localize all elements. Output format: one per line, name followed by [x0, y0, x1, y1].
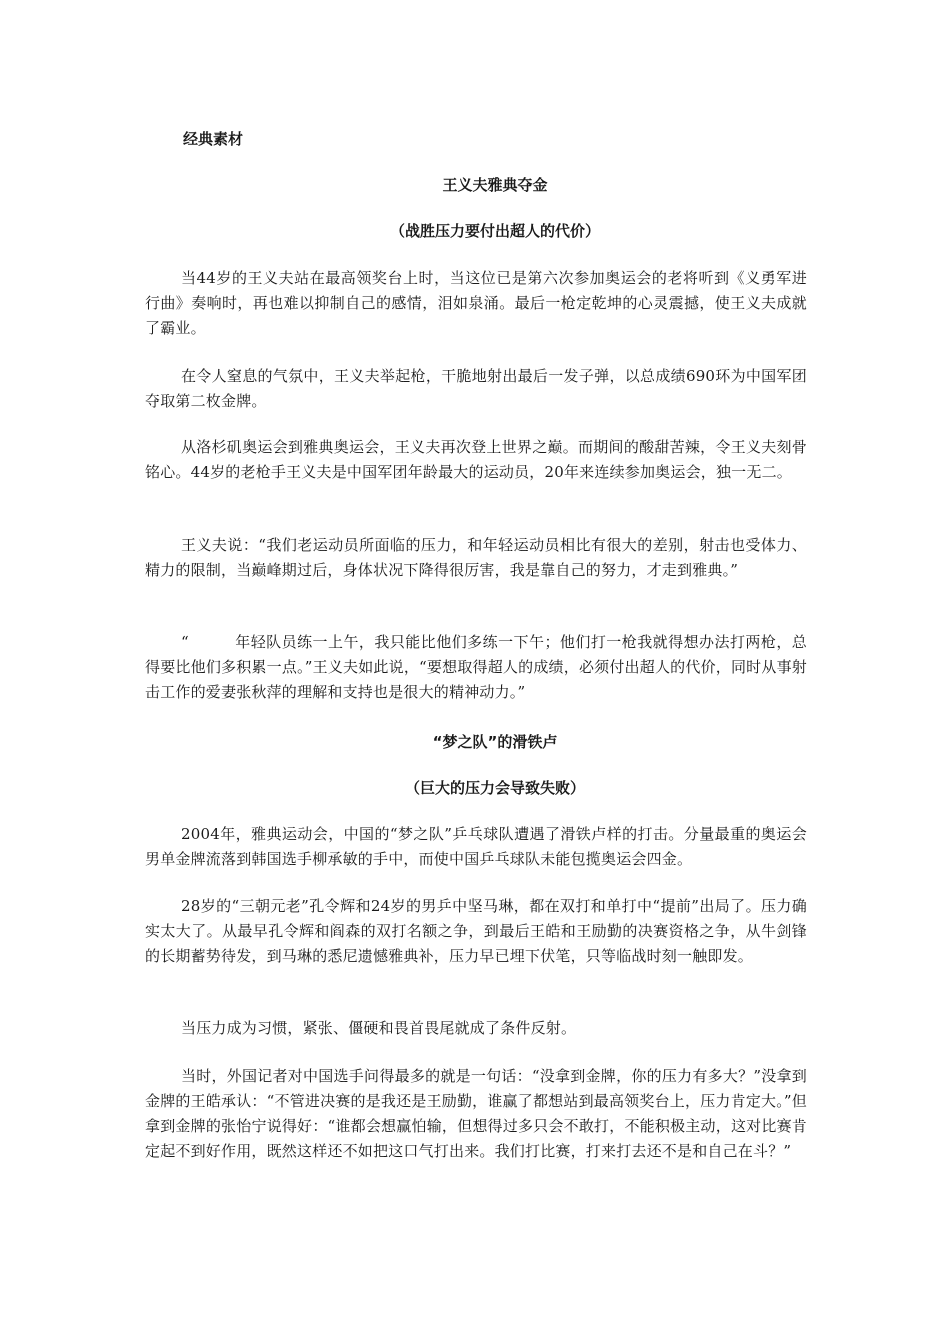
section2-title: “梦之队”的滑铁卢 [432, 733, 558, 751]
paragraph: 2004年，雅典运动会，中国的“梦之队”乒乓球队遭遇了滑铁卢样的打击。分量最重的奥运会男单金牌流落到韩国选手柳承敏的手中，而使中国乒乓球队未能包揽奥运会四金。 [145, 825, 807, 868]
section1-title: 王义夫雅典夺金 [442, 176, 548, 194]
paragraph: 当时，外国记者对中国选手问得最多的就是一句话：“没拿到金牌，你的压力有多大？”没拿到金牌的王皓承认：“不管进决赛的是我还是王励勤，谁赢了都想站到最高领奖台上，压力肯定大。”但拿到金牌的张怡宁说得好：“谁都会想赢怕输，但想得过多只会不敢打，不能积极主动，这对比赛肯定起不到好作用，既然这样还不如把这口气打出来。我们打比赛，打来打去还不是和自己在斗？” [145, 1067, 807, 1160]
document-label: 经典素材 [183, 130, 244, 148]
quote-paragraph-text: 年轻队员练一上午，我只能比他们多练一下午；他们打一枪我就得想办法打两枪，总得要比他们多积累一点。”王义夫如此说，“要想取得超人的成绩，必须付出超人的代价，同时从事射击工作的爱妻张秋萍的理解和支持也是很大的精神动力。” [145, 633, 807, 701]
paragraph: 在令人窒息的气氛中，王义夫举起枪，干脆地射出最后一发子弹，以总成绩690环为中国军团夺取第二枚金牌。 [145, 367, 807, 410]
paragraph: 当44岁的王义夫站在最高领奖台上时，当这位已是第六次参加奥运会的老将听到《义勇军进行曲》奏响时，再也难以抑制自己的感情，泪如泉涌。最后一枪定乾坤的心灵震撼，使王义夫成就了霸业。 [145, 269, 807, 337]
section2-subtitle: （巨大的压力会导致失败） [404, 779, 585, 797]
quote-open-mark: “ [181, 633, 189, 651]
section1-subtitle: （战胜压力要付出超人的代价） [389, 222, 600, 240]
paragraph: 28岁的“三朝元老”孔令辉和24岁的男乒中坚马琳，都在双打和单打中“提前”出局了。压力确实太大了。从最早孔令辉和阎森的双打名额之争，到最后王皓和王励勤的决赛资格之争，从牛剑锋的长期蓄势待发，到马琳的悉尼遗憾雅典补，压力早已埋下伏笔，只等临战时刻一触即发。 [145, 897, 807, 965]
quote-paragraph [145, 630, 807, 705]
paragraph: 当压力成为习惯，紧张、僵硬和畏首畏尾就成了条件反射。 [181, 1019, 577, 1037]
paragraph: 王义夫说：“我们老运动员所面临的压力，和年轻运动员相比有很大的差别，射击也受体力、精力的限制，当巅峰期过后，身体状况下降得很厉害，我是靠自己的努力，才走到雅典。” [145, 536, 807, 579]
paragraph: 从洛杉矶奥运会到雅典奥运会，王义夫再次登上世界之巅。而期间的酸甜苦辣，令王义夫刻骨铭心。44岁的老枪手王义夫是中国军团年龄最大的运动员，20年来连续参加奥运会，独一无二。 [145, 438, 807, 481]
